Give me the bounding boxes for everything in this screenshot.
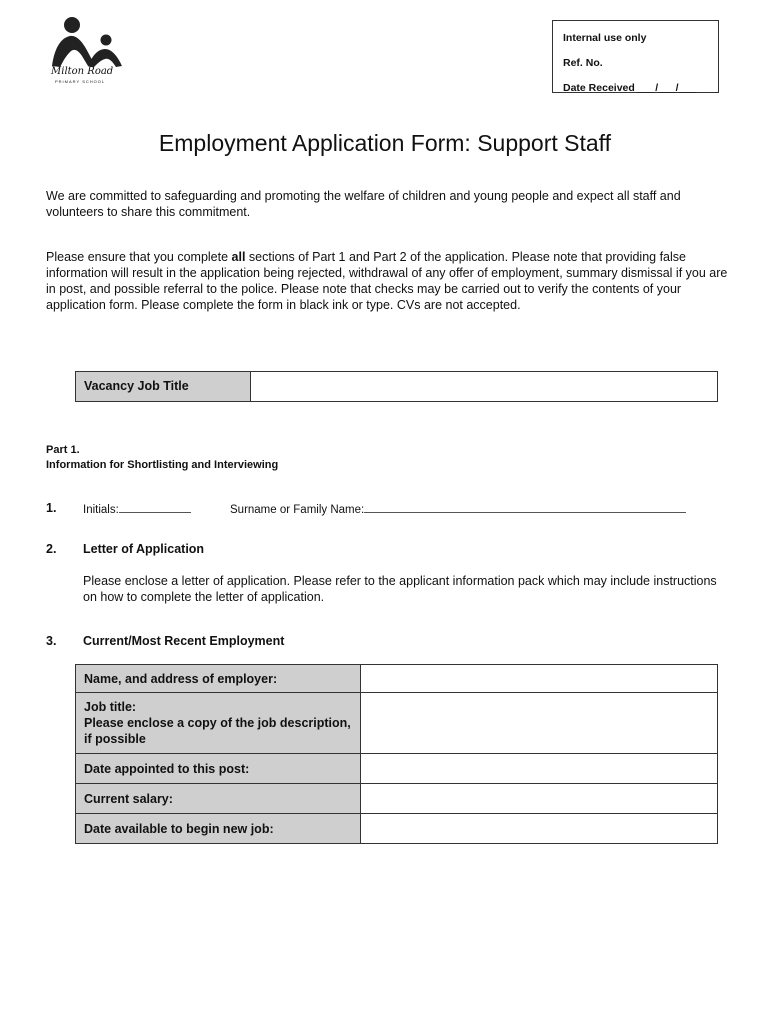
section-1-number: 1.	[46, 501, 57, 515]
table-row	[76, 784, 718, 814]
section-2-number: 2.	[46, 542, 57, 556]
instructions-paragraph	[46, 249, 730, 313]
vacancy-job-title-row	[75, 371, 718, 402]
job-description-note: Please enclose a copy of the job description, if possible	[84, 716, 351, 746]
logo-name: Milton Road	[51, 66, 114, 77]
part-1-heading	[46, 443, 278, 473]
school-logo	[48, 16, 128, 88]
surname-input[interactable]	[364, 501, 686, 513]
commitment-paragraph: We are committed to safeguarding and promoting the welfare of children and young people and expect all staff and volunteers to share this commitment.	[46, 189, 681, 219]
date-available-input[interactable]	[361, 814, 718, 844]
section-3-heading: Current/Most Recent Employment	[83, 634, 285, 648]
initials-label: Initials:	[83, 504, 119, 516]
employer-name-address-label: Name, and address of employer:	[76, 665, 361, 693]
table-row	[76, 693, 718, 754]
part-1-title: Part 1.	[46, 444, 80, 456]
instructions-text-start: Please ensure that you complete	[46, 250, 232, 264]
job-title-label: Job title: Please enclose a copy of the job description, if possible	[76, 693, 361, 754]
part-1-subtitle: Information for Shortlisting and Interviewing	[46, 459, 279, 471]
surname-field	[230, 501, 686, 516]
vacancy-job-title-label: Vacancy Job Title	[76, 372, 251, 401]
date-received-field: Date Received ___/___/___	[563, 82, 697, 94]
table-row	[76, 754, 718, 784]
instructions-emphasis: all	[231, 250, 246, 264]
initials-field	[83, 501, 191, 516]
employment-table	[75, 664, 718, 844]
employer-name-address-input[interactable]	[361, 665, 718, 693]
section-3-number: 3.	[46, 634, 57, 648]
date-appointed-input[interactable]	[361, 754, 718, 784]
job-title-input[interactable]	[361, 693, 718, 754]
initials-input[interactable]	[119, 501, 191, 513]
letter-of-application-text: Please enclose a letter of application. Please refer to the applicant information pack which may include instructions on how to complete the letter of application.	[83, 574, 717, 604]
current-salary-label: Current salary:	[76, 784, 361, 814]
figures-logo-icon	[48, 16, 128, 68]
page-title: Employment Application Form: Support Staff	[158, 130, 612, 156]
vacancy-job-title-input[interactable]	[251, 372, 717, 401]
section-2-heading: Letter of Application	[83, 542, 205, 556]
date-appointed-label: Date appointed to this post:	[76, 754, 361, 784]
ref-no-field: Ref. No.	[563, 57, 603, 69]
table-row	[76, 814, 718, 844]
logo-subtitle: PRIMARY SCHOOL	[55, 79, 106, 84]
surname-label: Surname or Family Name:	[230, 504, 365, 516]
date-available-label: Date available to begin new job:	[76, 814, 361, 844]
instructions-text-rest: sections of Part 1 and Part 2 of the application. Please note that providing false information will result in the application being rejected, withdrawal of any offer of employment, summary dismissal if you are in post, and possible referral to the police. Please note that checks may be carried out to verify the contents of your application form. Please complete the form in black ink or type. CVs are not accepted.	[46, 250, 728, 312]
current-salary-input[interactable]	[361, 784, 718, 814]
internal-use-box	[552, 20, 719, 93]
table-row	[76, 665, 718, 693]
internal-use-heading: Internal use only	[563, 32, 647, 44]
